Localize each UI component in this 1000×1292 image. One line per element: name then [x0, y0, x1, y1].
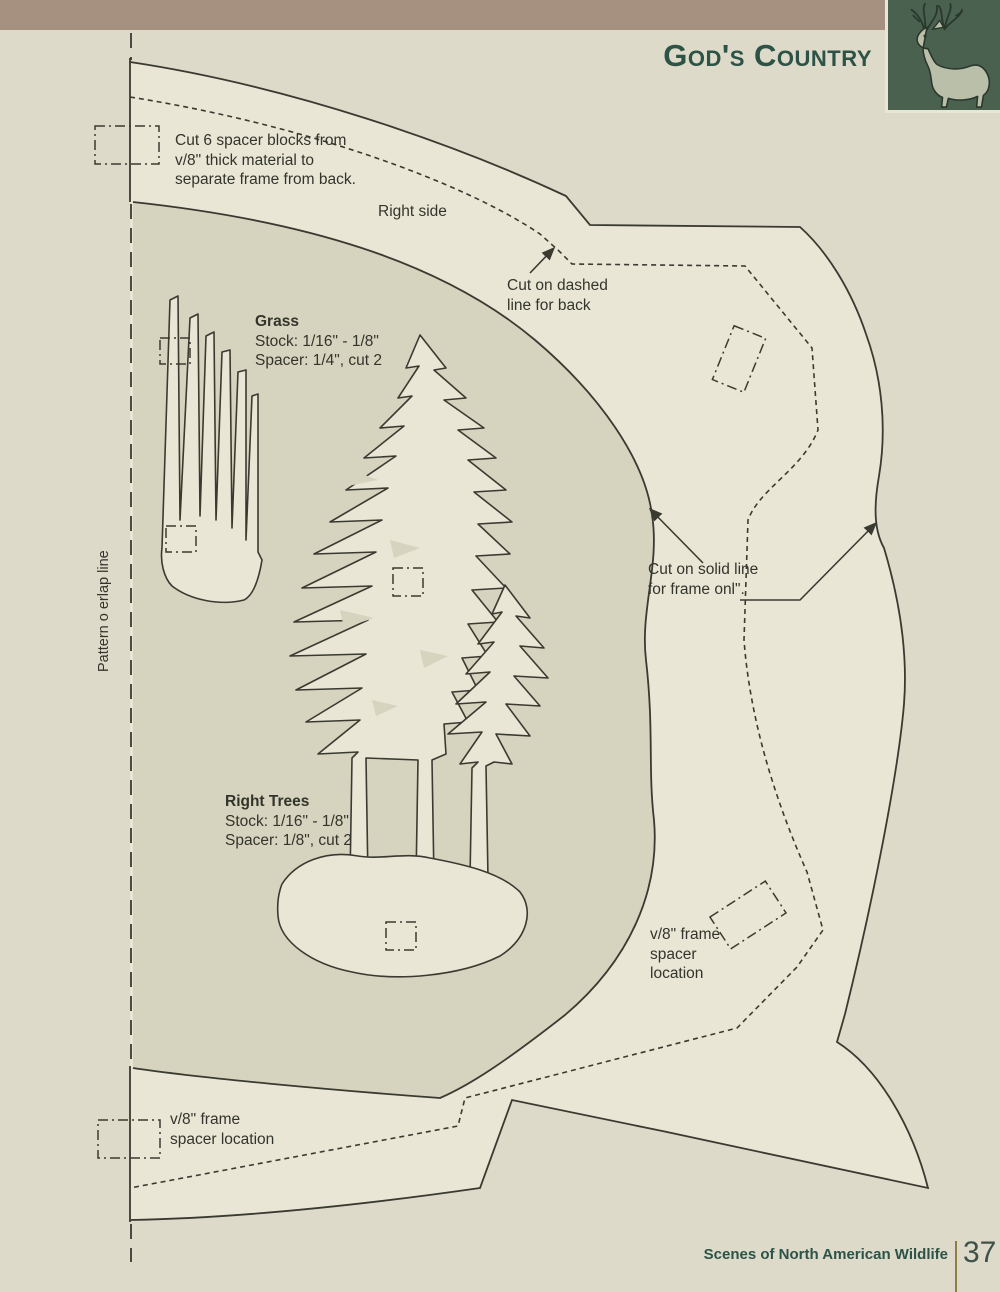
spacer-note-line: v/8" thick material to — [175, 151, 315, 169]
top-accent-bar — [0, 0, 885, 30]
ground-mound — [278, 854, 528, 976]
cut-solid-line1: Cut on solid line — [648, 561, 759, 578]
overlap-line-label: Pattern o erlap line — [96, 550, 112, 672]
spacer-left-label — [170, 1110, 274, 1149]
spacer-note — [175, 131, 356, 190]
grass-stock: Stock: 1/16" - 1/8" — [255, 332, 379, 350]
spacer-right-line: v/8" frame — [650, 926, 721, 943]
spacer-right-line: location — [650, 965, 704, 983]
deer-box — [885, 0, 1000, 113]
spacer-note-line: Cut 6 spacer blocks from — [175, 132, 347, 149]
footer-rule — [955, 1241, 957, 1292]
right-side-label: Right side — [378, 203, 447, 220]
right-trees-spec — [225, 792, 352, 851]
spacer-right-label — [650, 925, 720, 984]
grass-spacer: Spacer: 1/4", cut 2 — [255, 352, 382, 370]
cut-solid-line2: for frame onl". — [648, 580, 745, 598]
deer-icon — [888, 0, 1000, 110]
cut-dashed-line1: Cut on dashed — [507, 277, 608, 294]
spacer-note-line: separate frame from back. — [175, 171, 356, 189]
grass-title: Grass — [255, 313, 299, 330]
cut-solid-label — [648, 560, 758, 599]
spacer-left-line: v/8" frame — [170, 1111, 241, 1128]
right-trees-stock: Stock: 1/16" - 1/8" — [225, 812, 349, 830]
cut-dashed-line2: line for back — [507, 296, 591, 314]
spacer-right-line: spacer — [650, 945, 697, 963]
page-number: 37 — [963, 1236, 997, 1269]
cut-dashed-label — [507, 276, 608, 315]
page-title: God's Country — [663, 38, 872, 73]
right-trees-spacer: Spacer: 1/8", cut 2 — [225, 832, 352, 850]
grass-spec — [255, 312, 382, 371]
spacer-left-line: spacer location — [170, 1130, 275, 1148]
footer-book-title: Scenes of North American Wildlife — [703, 1246, 948, 1263]
right-trees-title: Right Trees — [225, 793, 310, 810]
